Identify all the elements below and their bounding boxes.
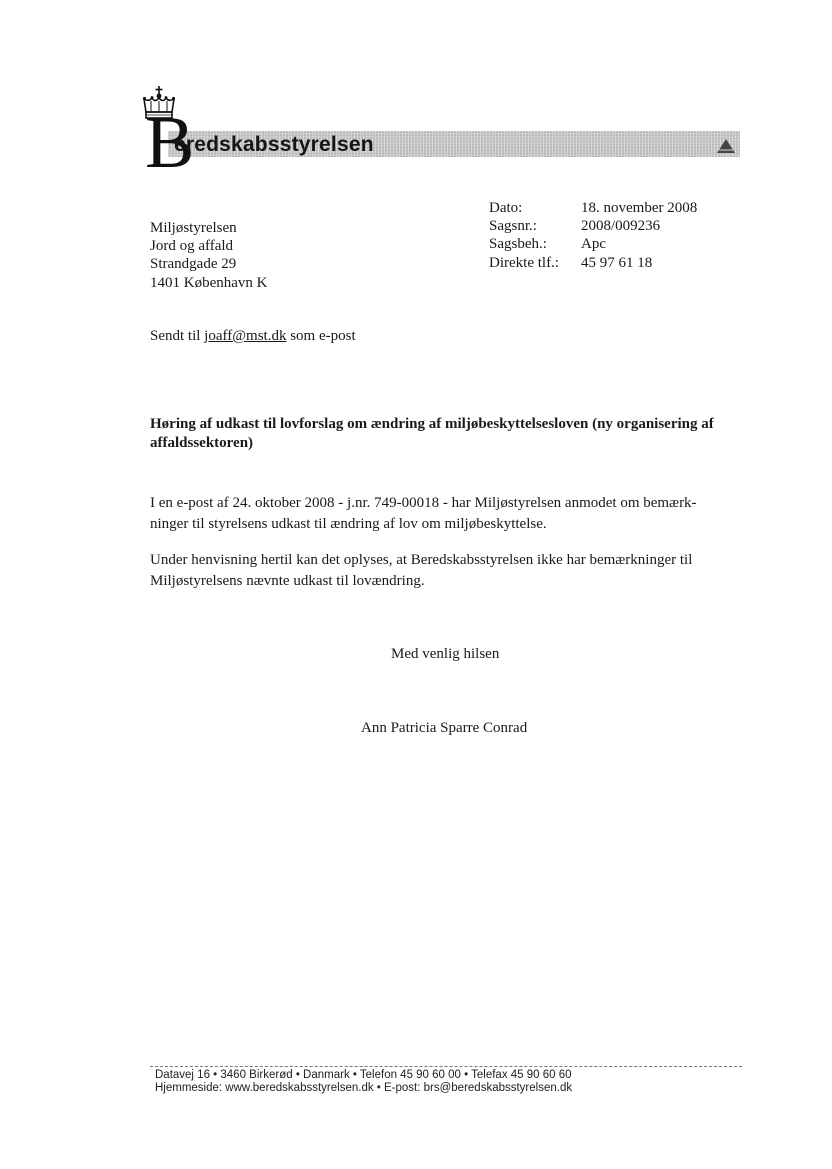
recipient-email-link[interactable]: joaff@mst.dk	[204, 328, 287, 344]
footer-contact-line: Hjemmeside: www.beredskabsstyrelsen.dk • E-post: brs@beredskabsstyrelsen.dk	[155, 1082, 573, 1094]
body-line: ninger til styrelsens udkast til ændring af lov om miljøbeskyttelse.	[150, 516, 547, 532]
footer	[155, 1069, 572, 1095]
meta-label: Direkte tlf.:	[489, 254, 559, 271]
triangle-icon	[716, 138, 736, 154]
footer-address-line: Datavej 16 • 3460 Birkerød • Danmark • Telefon 45 90 60 00 • Telefax 45 90 60 60	[155, 1069, 572, 1081]
meta-value: 45 97 61 18	[581, 254, 653, 271]
meta-value: 18. november 2008	[581, 200, 698, 216]
meta-value: 2008/009236	[581, 218, 661, 235]
signer-name: Ann Patricia Sparre Conrad	[361, 720, 528, 736]
letter-subject: Høring af udkast til lovforslag om ændring af miljøbeskyttelsesloven (ny organisering af affaldssektoren)	[150, 416, 714, 451]
letterhead-initial: B	[145, 102, 195, 184]
case-meta	[489, 199, 697, 272]
body-paragraph	[150, 550, 750, 592]
org-name: eredskabsstyrelsen	[174, 133, 374, 156]
meta-row-case-number	[489, 217, 697, 235]
meta-label: Sagsnr.:	[489, 218, 537, 235]
body-line: Miljøstyrelsens nævnte udkast til lovændring.	[150, 573, 425, 589]
meta-label: Dato:	[489, 200, 523, 216]
closing-salutation: Med venlig hilsen	[391, 646, 500, 662]
sent-prefix: Sendt til	[150, 328, 205, 344]
meta-row-direct-phone	[489, 254, 697, 272]
address-line: Strandgade 29	[150, 256, 237, 273]
recipient-address	[150, 219, 267, 292]
meta-row-date	[489, 199, 697, 217]
body-line: I en e-post af 24. oktober 2008 - j.nr. 749-00018 - har Miljøstyrelsen anmodet om bemærk-	[150, 495, 697, 511]
address-line: Miljøstyrelsen	[150, 220, 237, 236]
body-paragraph	[150, 493, 750, 535]
sent-suffix: som e-post	[286, 328, 356, 344]
meta-row-case-handler	[489, 235, 697, 253]
address-line: 1401 København K	[150, 274, 268, 291]
sent-via-line	[150, 327, 356, 345]
footer-divider	[150, 1066, 742, 1067]
address-line: Jord og affald	[150, 238, 234, 255]
meta-value: Apc	[581, 236, 606, 253]
body-line: Under henvisning hertil kan det oplyses, at Beredskabsstyrelsen ikke har bemærkninger til	[150, 552, 693, 568]
meta-label: Sagsbeh.:	[489, 236, 547, 253]
